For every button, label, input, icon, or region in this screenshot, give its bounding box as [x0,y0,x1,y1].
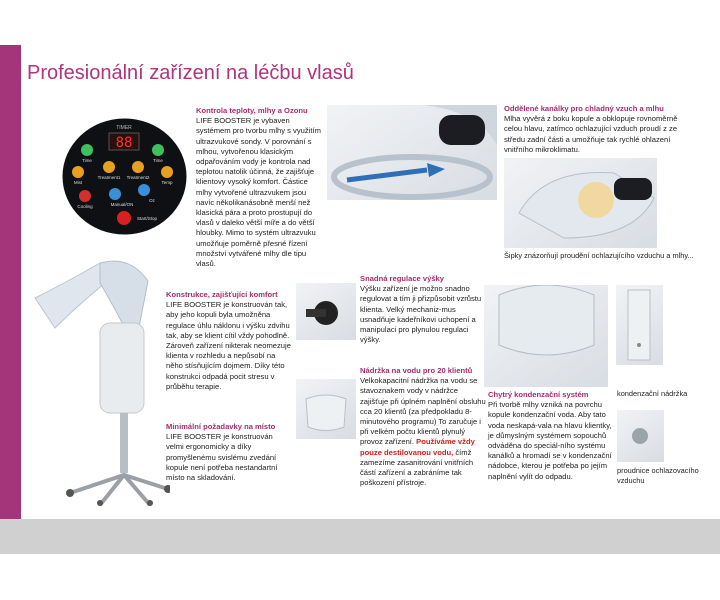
section-chytry-text: Při tvorbě mlhy vzniká na povrchu kopule kondenzační voda. Aby tato voda neskapá-vala na hlavu klientky, je důmyslným systémem sopouchů odváděna do speciál-ního systému kanálků a hromadí se v kondenzační nádobce, kterou je potřeba po jejím naplnění vylít do odpadu. [488,400,612,481]
oz-button-icon [138,184,150,196]
dome-cooling-photo [504,158,657,248]
proudnice-caption: proudnice ochlazovacího vzduchu [617,466,699,485]
water-tank-photo [296,379,356,439]
section-konstrukce-text: LIFE BOOSTER je konstruován tak, aby jeho kopuli byla umožněna regulace úhlu náklonu i výšku zdvihu tak, aby se klient cítil vždy pohodlně. Zároveň zařízení nikterak neomezuje klienta v rozhledu a nepůsobí na něho stísňujícím dojmem. Díky této konstrukci odpadá pocit stresu v průběhu terapie. [166,300,291,391]
section-oddelene-heading: Oddělené kanálky pro chladný vzuch a mlhu [504,104,664,113]
section-kontrola-heading: Kontrola teploty, mlhy a Ozonu [196,106,308,115]
cooling-button-icon [79,190,91,202]
bottom-band [0,519,720,554]
kondenzacni-caption: kondenzační nádržka [617,389,688,398]
dome-airflow-photo [327,105,497,200]
section-nadrzka-text-after: čímž zamezíme zasanitrování vnitřních částí zařízení a zabráníme tak poškození přístroje. [360,447,474,488]
cooling-nozzle-photo [617,410,664,462]
section-snadna-heading: Snadná regulace výšky [360,274,444,283]
height-knob-photo [296,283,356,340]
time-right-button-icon [152,144,164,156]
section-oddelene-text: Mlha vyvěrá z boku kopule a obklopuje rovnoměrně celou hlavu, zatímco ochlazující vzduch proudí z ze středu zadní části a umožňuje tak rychlé ohlazení vnitřního mikroklimatu. [504,114,678,154]
section-kontrola [196,106,324,269]
svg-text:Mist: Mist [73,180,83,185]
section-nadrzka-text: Velkokapacitní nádržka na vodu se stavoznakem vody v nádržce zajišťuje při úplném naplnění obsluhu cca 20 klientů (za předpokladu 8-minutového programu) To zaručuje i při velkém počtu klientů plynulý provoz zařízení. [360,376,486,447]
svg-text:Start/Stop: Start/Stop [136,216,158,221]
section-minimalni [166,422,292,483]
svg-text:Cooling: Cooling [77,204,93,209]
temp-button-icon [161,166,173,178]
svg-text:Oz: Oz [149,198,155,203]
start-stop-button-icon [117,211,131,225]
page-title: Profesionální zařízení na léčbu vlasů [27,62,354,84]
section-chytry [488,390,612,482]
section-kontrola-text: LIFE BOOSTER je vybaven systémem pro tvorbu mlhy s využitím ultrazvukové sondy. V porovnání s mlhou, vytvořenou klasickým odpařováním vody je kontrola nad teplotou natolik účinná, že zajišťuje klientovy vysoký komfort. Částice mlhy vytvořené ultrazvukem jsou navíc několikanásobně menší než klasická pára a proto prostupují do vlasů v daleko větší míře a do větší hloubky. Mimo to systém ultrazvuku umožňuje poměrně přesné řízení množství vytvářené mlhy dle tipu vlasů. [196,116,321,269]
svg-text:Temp: Temp [161,180,173,185]
mist-button-icon [72,166,84,178]
top-band [0,0,720,45]
time-left-button-icon [81,144,93,156]
section-nadrzka-highlight: Používáme vždy pouze destilovanou vodu, [360,437,475,457]
svg-text:Time: Time [82,158,92,163]
treatment1-button-icon [103,161,115,173]
section-minimalni-text: LIFE BOOSTER je konstruován velmi ergonomicky a díky promyšlenému svislému zvedání kopule není potřeba nestandartní místo na skladování. [166,432,278,483]
manual-on-button-icon [109,188,121,200]
section-snadna [360,274,488,345]
treatment2-button-icon [132,161,144,173]
sipky-caption: Šipky znázorňují proudění ochlazujícího vzduchu a mlhy... [504,251,694,260]
section-konstrukce [166,290,291,392]
section-nadrzka [360,366,486,488]
svg-text:Treatment2: Treatment2 [126,175,150,180]
left-accent-bar [0,45,21,519]
section-nadrzka-heading: Nádržka na vodu pro 20 klientů [360,366,473,375]
panel-display-digits: 88 [115,135,133,151]
section-oddelene [504,104,692,155]
hair-steamer-device-image [30,253,170,506]
panel-brand-text: TIMER [116,125,132,131]
section-minimalni-heading: Minimální požadavky na místo [166,422,276,431]
condensation-dome-photo [484,285,608,387]
section-snadna-text: Výšku zařízení je možno snadno regulovat a tím ji přizpůsobit vzrůstu klienta. Velký mechaniz-mus usnadňuje kadeřníkovi uchopení a manipulaci pro plynulou regulaci výšky. [360,284,482,345]
section-chytry-heading: Chytrý kondenzační systém [488,390,589,399]
control-panel-image [62,118,187,235]
svg-text:Time: Time [153,158,163,163]
svg-text:Treatment1: Treatment1 [97,175,121,180]
section-konstrukce-heading: Konstrukce, zajišťující komfort [166,290,278,299]
svg-text:Manual/ON: Manual/ON [110,202,134,207]
condensate-tank-photo [616,285,663,365]
